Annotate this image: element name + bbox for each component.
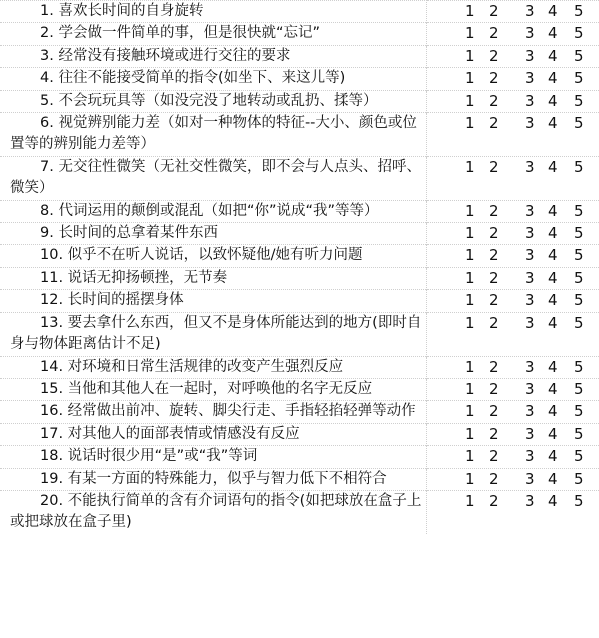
- rating-option-1[interactable]: 1: [465, 469, 475, 488]
- rating-option-4[interactable]: 4: [548, 201, 558, 220]
- rating-option-5[interactable]: 5: [574, 157, 584, 176]
- question-row: [0, 1, 599, 23]
- rating-scale: [427, 1, 599, 23]
- rating-option-3[interactable]: 3: [525, 157, 535, 176]
- rating-option-1[interactable]: 1: [465, 24, 475, 43]
- question-label: 13. 要去拿什么东西，但又不是身体所能达到的地方(即时自身与物体距离估计不足): [10, 314, 422, 353]
- rating-option-3[interactable]: 3: [525, 402, 535, 421]
- question-row: [0, 490, 599, 533]
- question-row: [0, 223, 599, 245]
- rating-scale: [427, 468, 599, 490]
- rating-option-1[interactable]: 1: [465, 402, 475, 421]
- rating-option-2[interactable]: 2: [489, 91, 499, 110]
- rating-option-2[interactable]: 2: [489, 268, 499, 287]
- rating-option-3[interactable]: 3: [525, 268, 535, 287]
- question-label: 20. 不能执行简单的含有介词语句的指令(如把球放在盒子上或把球放在盒子里): [10, 492, 422, 531]
- question-label: 16. 经常做出前冲、旋转、脚尖行走、手指轻掐轻弹等动作: [40, 403, 416, 420]
- rating-option-1[interactable]: 1: [465, 424, 475, 443]
- rating-scale: [427, 156, 599, 200]
- rating-option-3[interactable]: 3: [525, 424, 535, 443]
- rating-scale: [427, 245, 599, 267]
- rating-option-4[interactable]: 4: [548, 114, 558, 133]
- rating-option-3[interactable]: 3: [525, 46, 535, 65]
- question-label: 19. 有某一方面的特殊能力，似乎与智力低下不相符合: [40, 470, 387, 487]
- rating-option-5[interactable]: 5: [574, 24, 584, 43]
- rating-option-3[interactable]: 3: [525, 69, 535, 88]
- rating-option-3[interactable]: 3: [525, 469, 535, 488]
- rating-option-4[interactable]: 4: [548, 357, 558, 376]
- rating-scale: [427, 223, 599, 245]
- question-label: 10. 似乎不在听人说话，以致怀疑他/她有听力问题: [40, 247, 363, 264]
- question-label: 7. 无交往性微笑（无社交性微笑，即不会与人点头、招呼、微笑）: [10, 158, 421, 197]
- question-text: [0, 223, 427, 245]
- question-row: [0, 23, 599, 45]
- rating-scale: [427, 290, 599, 312]
- rating-option-5[interactable]: 5: [574, 2, 584, 20]
- rating-option-4[interactable]: 4: [548, 2, 558, 20]
- question-label: 6. 视觉辨别能力差（如对一种物体的特征--大小、颜色或位置等的辨别能力差等）: [10, 115, 417, 153]
- question-row: [0, 312, 599, 356]
- question-row: [0, 468, 599, 490]
- question-text: [0, 45, 427, 67]
- rating-scale: [427, 45, 599, 67]
- rating-option-4[interactable]: 4: [548, 46, 558, 65]
- rating-option-1[interactable]: 1: [465, 268, 475, 287]
- rating-option-4[interactable]: 4: [548, 424, 558, 443]
- rating-option-5[interactable]: 5: [574, 357, 584, 376]
- rating-option-4[interactable]: 4: [548, 291, 558, 310]
- rating-option-2[interactable]: 2: [489, 24, 499, 43]
- rating-option-3[interactable]: 3: [525, 379, 535, 398]
- rating-option-1[interactable]: 1: [465, 157, 475, 176]
- rating-option-2[interactable]: 2: [489, 224, 499, 243]
- rating-option-4[interactable]: 4: [548, 246, 558, 265]
- rating-option-1[interactable]: 1: [465, 313, 475, 332]
- rating-option-2[interactable]: 2: [489, 246, 499, 265]
- rating-option-2[interactable]: 2: [489, 447, 499, 466]
- rating-scale: [427, 200, 599, 222]
- question-label: 15. 当他和其他人在一起时，对呼唤他的名字无反应: [40, 380, 373, 397]
- question-label: 17. 对其他人的面部表情或情感没有反应: [40, 425, 300, 442]
- question-row: [0, 356, 599, 378]
- question-text: [0, 312, 427, 356]
- rating-scale: [427, 490, 599, 533]
- rating-option-4[interactable]: 4: [548, 313, 558, 332]
- question-label: 4. 往往不能接受简单的指令(如坐下、来这儿等): [40, 70, 346, 87]
- question-text: [0, 490, 427, 533]
- rating-option-5[interactable]: 5: [574, 402, 584, 421]
- rating-option-4[interactable]: 4: [548, 268, 558, 287]
- question-row: [0, 245, 599, 267]
- rating-scale: [427, 23, 599, 45]
- rating-option-3[interactable]: 3: [525, 91, 535, 110]
- rating-option-5[interactable]: 5: [574, 424, 584, 443]
- rating-option-3[interactable]: 3: [525, 224, 535, 243]
- rating-option-3[interactable]: 3: [525, 114, 535, 133]
- question-row: [0, 423, 599, 445]
- rating-scale: [427, 401, 599, 423]
- rating-option-4[interactable]: 4: [548, 69, 558, 88]
- rating-option-3[interactable]: 3: [525, 491, 535, 510]
- question-row: [0, 378, 599, 400]
- rating-option-1[interactable]: 1: [465, 447, 475, 466]
- rating-scale: [427, 423, 599, 445]
- question-text: [0, 90, 427, 112]
- question-label: 11. 说话无抑扬顿挫，无节奏: [40, 269, 228, 286]
- rating-option-5[interactable]: 5: [574, 379, 584, 398]
- rating-option-1[interactable]: 1: [465, 46, 475, 65]
- rating-option-5[interactable]: 5: [574, 246, 584, 265]
- question-label: 3. 经常没有接触环境或进行交往的要求: [40, 47, 291, 64]
- question-text: [0, 446, 427, 468]
- rating-option-2[interactable]: 2: [489, 201, 499, 220]
- rating-scale: [427, 267, 599, 289]
- rating-option-2[interactable]: 2: [489, 157, 499, 176]
- rating-scale: [427, 446, 599, 468]
- rating-option-1[interactable]: 1: [465, 357, 475, 376]
- rating-option-1[interactable]: 1: [465, 224, 475, 243]
- rating-option-3[interactable]: 3: [525, 2, 535, 20]
- rating-option-4[interactable]: 4: [548, 402, 558, 421]
- question-text: [0, 378, 427, 400]
- question-row: [0, 156, 599, 200]
- rating-option-2[interactable]: 2: [489, 114, 499, 133]
- question-label: 18. 说话时很少用“是”或“我”等词: [40, 448, 258, 465]
- question-text: [0, 245, 427, 267]
- question-row: [0, 290, 599, 312]
- rating-option-4[interactable]: 4: [548, 224, 558, 243]
- rating-option-1[interactable]: 1: [465, 291, 475, 310]
- rating-option-2[interactable]: 2: [489, 2, 499, 20]
- rating-option-4[interactable]: 4: [548, 157, 558, 176]
- rating-option-4[interactable]: 4: [548, 491, 558, 510]
- rating-option-5[interactable]: 5: [574, 313, 584, 332]
- rating-option-3[interactable]: 3: [525, 313, 535, 332]
- rating-option-4[interactable]: 4: [548, 24, 558, 43]
- rating-option-3[interactable]: 3: [525, 291, 535, 310]
- rating-option-1[interactable]: 1: [465, 2, 475, 20]
- rating-option-1[interactable]: 1: [465, 91, 475, 110]
- question-label: 14. 对环境和日常生活规律的改变产生强烈反应: [40, 358, 344, 375]
- question-text: [0, 356, 427, 378]
- rating-option-3[interactable]: 3: [525, 246, 535, 265]
- rating-option-4[interactable]: 4: [548, 91, 558, 110]
- rating-option-5[interactable]: 5: [574, 46, 584, 65]
- question-row: [0, 45, 599, 67]
- question-text: [0, 401, 427, 423]
- rating-option-5[interactable]: 5: [574, 291, 584, 310]
- rating-option-5[interactable]: 5: [574, 447, 584, 466]
- rating-option-2[interactable]: 2: [489, 69, 499, 88]
- question-row: [0, 267, 599, 289]
- rating-scale: [427, 356, 599, 378]
- rating-option-3[interactable]: 3: [525, 201, 535, 220]
- rating-option-5[interactable]: 5: [574, 91, 584, 110]
- rating-option-1[interactable]: 1: [465, 491, 475, 510]
- rating-option-5[interactable]: 5: [574, 268, 584, 287]
- questionnaire-rows: [0, 1, 599, 534]
- question-row: [0, 113, 599, 157]
- question-label: 5. 不会玩玩具等（如没完没了地转动或乱扔、揉等）: [40, 92, 378, 109]
- rating-option-1[interactable]: 1: [465, 201, 475, 220]
- question-text: [0, 113, 427, 157]
- question-text: [0, 1, 427, 23]
- rating-option-5[interactable]: 5: [574, 69, 584, 88]
- rating-option-5[interactable]: 5: [574, 491, 584, 510]
- question-text: [0, 23, 427, 45]
- rating-option-4[interactable]: 4: [548, 379, 558, 398]
- rating-option-5[interactable]: 5: [574, 114, 584, 133]
- question-label: 12. 长时间的摇摆身体: [40, 292, 184, 309]
- question-row: [0, 90, 599, 112]
- question-row: [0, 446, 599, 468]
- rating-option-2[interactable]: 2: [489, 46, 499, 65]
- rating-option-1[interactable]: 1: [465, 69, 475, 88]
- question-label: 2. 学会做一件简单的事，但是很快就“忘记”: [40, 25, 320, 42]
- rating-scale: [427, 90, 599, 112]
- rating-option-2[interactable]: 2: [489, 424, 499, 443]
- rating-option-3[interactable]: 3: [525, 357, 535, 376]
- rating-scale: [427, 378, 599, 400]
- rating-option-2[interactable]: 2: [489, 291, 499, 310]
- rating-option-2[interactable]: 2: [489, 379, 499, 398]
- rating-option-2[interactable]: 2: [489, 469, 499, 488]
- question-row: [0, 200, 599, 222]
- rating-scale: [427, 113, 599, 157]
- rating-option-5[interactable]: 5: [574, 201, 584, 220]
- rating-option-5[interactable]: 5: [574, 224, 584, 243]
- question-text: [0, 156, 427, 200]
- question-row: [0, 401, 599, 423]
- question-text: [0, 200, 427, 222]
- rating-option-4[interactable]: 4: [548, 447, 558, 466]
- question-label: 1. 喜欢长时间的自身旋转: [40, 3, 204, 19]
- rating-option-2[interactable]: 2: [489, 313, 499, 332]
- question-text: [0, 290, 427, 312]
- question-text: [0, 468, 427, 490]
- question-label: 9. 长时间的总拿着某件东西: [40, 225, 218, 242]
- question-text: [0, 423, 427, 445]
- question-row: [0, 68, 599, 90]
- rating-option-4[interactable]: 4: [548, 469, 558, 488]
- rating-option-2[interactable]: 2: [489, 491, 499, 510]
- rating-scale: [427, 68, 599, 90]
- question-text: [0, 68, 427, 90]
- rating-option-2[interactable]: 2: [489, 402, 499, 421]
- rating-option-5[interactable]: 5: [574, 469, 584, 488]
- question-text: [0, 267, 427, 289]
- rating-option-1[interactable]: 1: [465, 379, 475, 398]
- question-label: 8. 代词运用的颠倒或混乱（如把“你”说成“我”等等）: [40, 202, 379, 219]
- rating-option-3[interactable]: 3: [525, 24, 535, 43]
- rating-scale: [427, 312, 599, 356]
- rating-option-1[interactable]: 1: [465, 114, 475, 133]
- rating-option-1[interactable]: 1: [465, 246, 475, 265]
- rating-option-3[interactable]: 3: [525, 447, 535, 466]
- rating-option-2[interactable]: 2: [489, 357, 499, 376]
